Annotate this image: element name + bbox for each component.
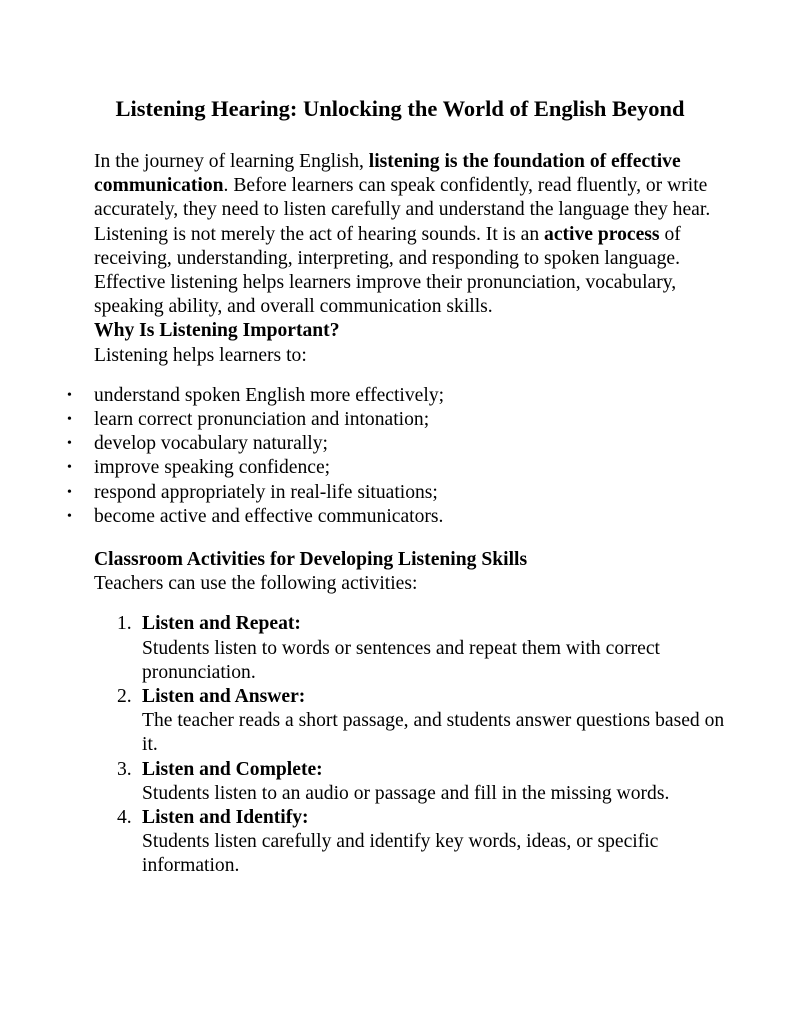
- intro-p2-text-start: Listening is not merely the act of hearing sounds. It is an: [94, 223, 545, 245]
- intro-p1-text-start: In the journey of learning English,: [94, 151, 369, 172]
- activity-title: Listen and Identify:: [142, 807, 309, 829]
- bullet-icon: •: [67, 387, 72, 403]
- activity-number: 4.: [117, 807, 132, 829]
- activity-title: Listen and Answer:: [142, 686, 306, 708]
- activities-heading-text: Classroom Activities for Developing Listening Skills: [94, 549, 528, 571]
- activity-title: Listen and Complete:: [142, 758, 323, 780]
- activity-item: [117, 685, 734, 758]
- intro-p1-text-end: . Before learners can speak confidently, read fluently, or write accurately, they need to listen carefully and understand the language they hear.: [94, 175, 711, 221]
- activities-list: [94, 612, 734, 878]
- list-item-text: develop vocabulary naturally;: [94, 433, 328, 455]
- intro-paragraph-1: [94, 150, 734, 223]
- activity-number: 1.: [117, 613, 132, 635]
- list-item-text: understand spoken English more effectively;: [94, 384, 445, 406]
- list-item: [67, 384, 734, 408]
- activity-number: 3.: [117, 758, 132, 780]
- why-heading-text: Why Is Listening Important?: [94, 320, 340, 342]
- why-heading: [94, 319, 734, 343]
- activity-description: Students listen to words or sentences and repeat them with correct pronunciation.: [142, 637, 661, 683]
- activity-item: [117, 806, 734, 879]
- list-item: [67, 432, 734, 456]
- document-body: [67, 150, 734, 879]
- activity-description: Students listen to an audio or passage and fill in the missing words.: [142, 782, 670, 804]
- bullet-icon: •: [67, 508, 72, 524]
- bullet-icon: •: [67, 460, 72, 476]
- intro-p1-emphasis: listening is the foundation of effective communication: [94, 151, 681, 197]
- list-item-text: become active and effective communicators.: [94, 505, 444, 527]
- intro-p2-text-end: of receiving, understanding, interpreting, and responding to spoken language. Effective listening helps learners improve their pronunciation, vocabulary, speaking ability, and overall communication skills.: [94, 223, 681, 318]
- list-item-text: learn correct pronunciation and intonation;: [94, 409, 430, 431]
- activities-lead: Teachers can use the following activities:: [94, 573, 418, 595]
- activities-heading: [94, 548, 734, 572]
- activity-item: [117, 758, 734, 806]
- intro-p2-emphasis: active process: [544, 223, 660, 245]
- list-item: [67, 408, 734, 432]
- bullet-icon: •: [67, 484, 72, 500]
- section-spacer: [94, 529, 734, 548]
- bullet-icon: •: [67, 436, 72, 452]
- activity-description: Students listen carefully and identify key words, ideas, or specific information.: [142, 831, 659, 877]
- list-item: [67, 456, 734, 480]
- page-title: Listening Hearing: Unlocking the World of English Beyond: [115, 96, 685, 121]
- list-item: [67, 505, 734, 529]
- list-item-text: respond appropriately in real-life situations;: [94, 481, 438, 503]
- activity-description: The teacher reads a short passage, and students answer questions based on it.: [142, 710, 725, 756]
- activity-title: Listen and Repeat:: [142, 613, 301, 635]
- activity-number: 2.: [117, 686, 132, 708]
- bullet-icon: •: [67, 412, 72, 428]
- list-item-text: improve speaking confidence;: [94, 457, 331, 479]
- why-lead: Listening helps learners to:: [94, 344, 307, 366]
- intro-paragraph-2: [94, 223, 734, 320]
- activity-item: [117, 612, 734, 685]
- list-item: [67, 481, 734, 505]
- benefits-list: [67, 384, 734, 529]
